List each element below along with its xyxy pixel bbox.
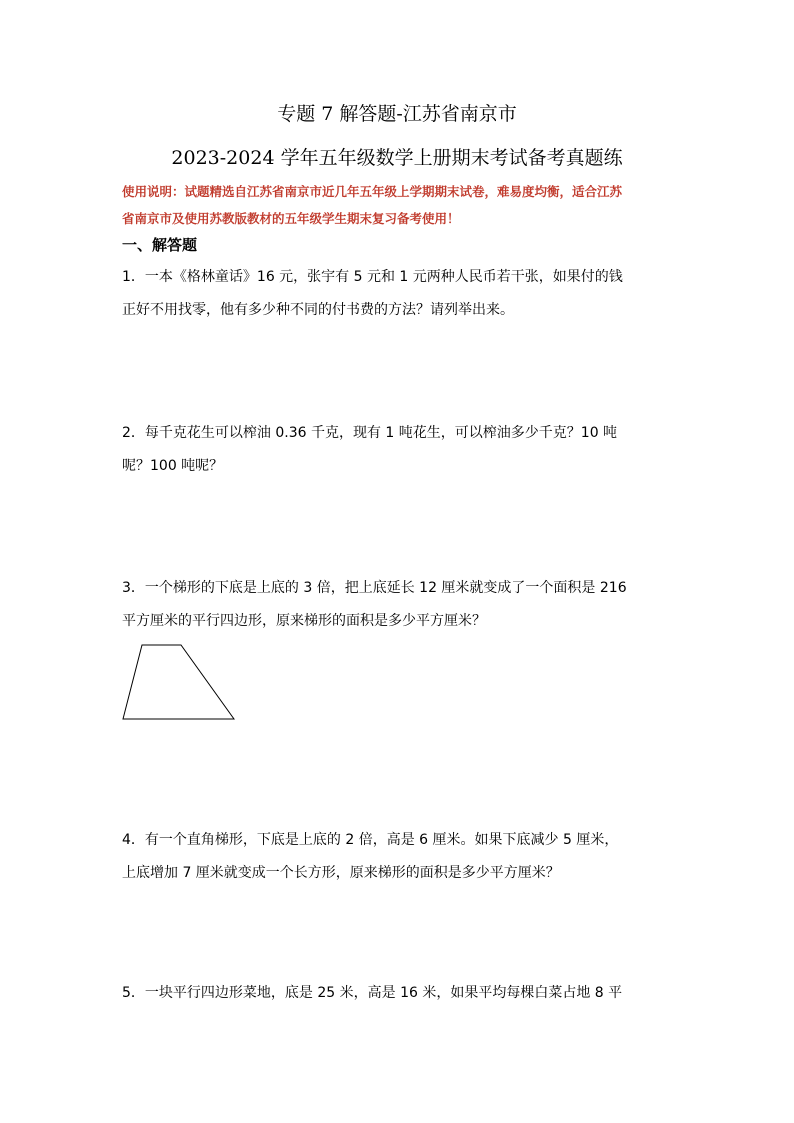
question-text-line: 正好不用找零，他有多少种不同的付书费的方法？请列举出来。 [122,302,514,318]
document-subtitle: 2023-2024 学年五年级数学上册期末考试备考真题练 [171,147,623,169]
question-text-line: 5．一块平行四边形菜地，底是 25 米，高是 16 米，如果平均每棵白菜占地 8 平 [122,985,623,1001]
question-text-line: 3．一个梯形的下底是上底的 3 倍，把上底延长 12 厘米就变成了一个面积是 216 [122,580,627,596]
instructions-line: 省南京市及使用苏教版教材的五年级学生期末复习备考使用！ [122,211,460,226]
question-text-line: 呢？100 吨呢？ [122,458,224,474]
question-5 [122,977,682,1010]
usage-instructions [122,178,678,232]
question-text-line: 2．每千克花生可以榨油 0.36 千克，现有 1 吨花生，可以榨油多少千克？10 吨 [122,425,618,441]
section-heading: 一、解答题 [122,236,198,254]
instructions-line: 使用说明：试题精选自江苏省南京市近几年五年级上学期期末试卷，难易度均衡，适合江苏 [122,184,623,199]
question-text-line: 4．有一个直角梯形，下底是上底的 2 倍，高是 6 厘米。如果下底减少 5 厘米， [122,832,619,848]
question-text-line: 1．一本《格林童话》16 元，张宇有 5 元和 1 元两种人民币若干张，如果付的钱 [122,269,623,285]
trapezoid-shape [123,645,234,719]
question-4 [122,824,682,890]
question-3 [122,572,682,638]
question-2 [122,417,682,483]
question-text-line: 上底增加 7 厘米就变成一个长方形，原来梯形的面积是多少平方厘米？ [122,865,560,881]
question-1 [122,261,682,327]
document-title: 专题 7 解答题-江苏省南京市 [277,103,517,125]
question-text-line: 平方厘米的平行四边形，原来梯形的面积是多少平方厘米？ [122,613,486,629]
trapezoid-figure [118,640,240,724]
